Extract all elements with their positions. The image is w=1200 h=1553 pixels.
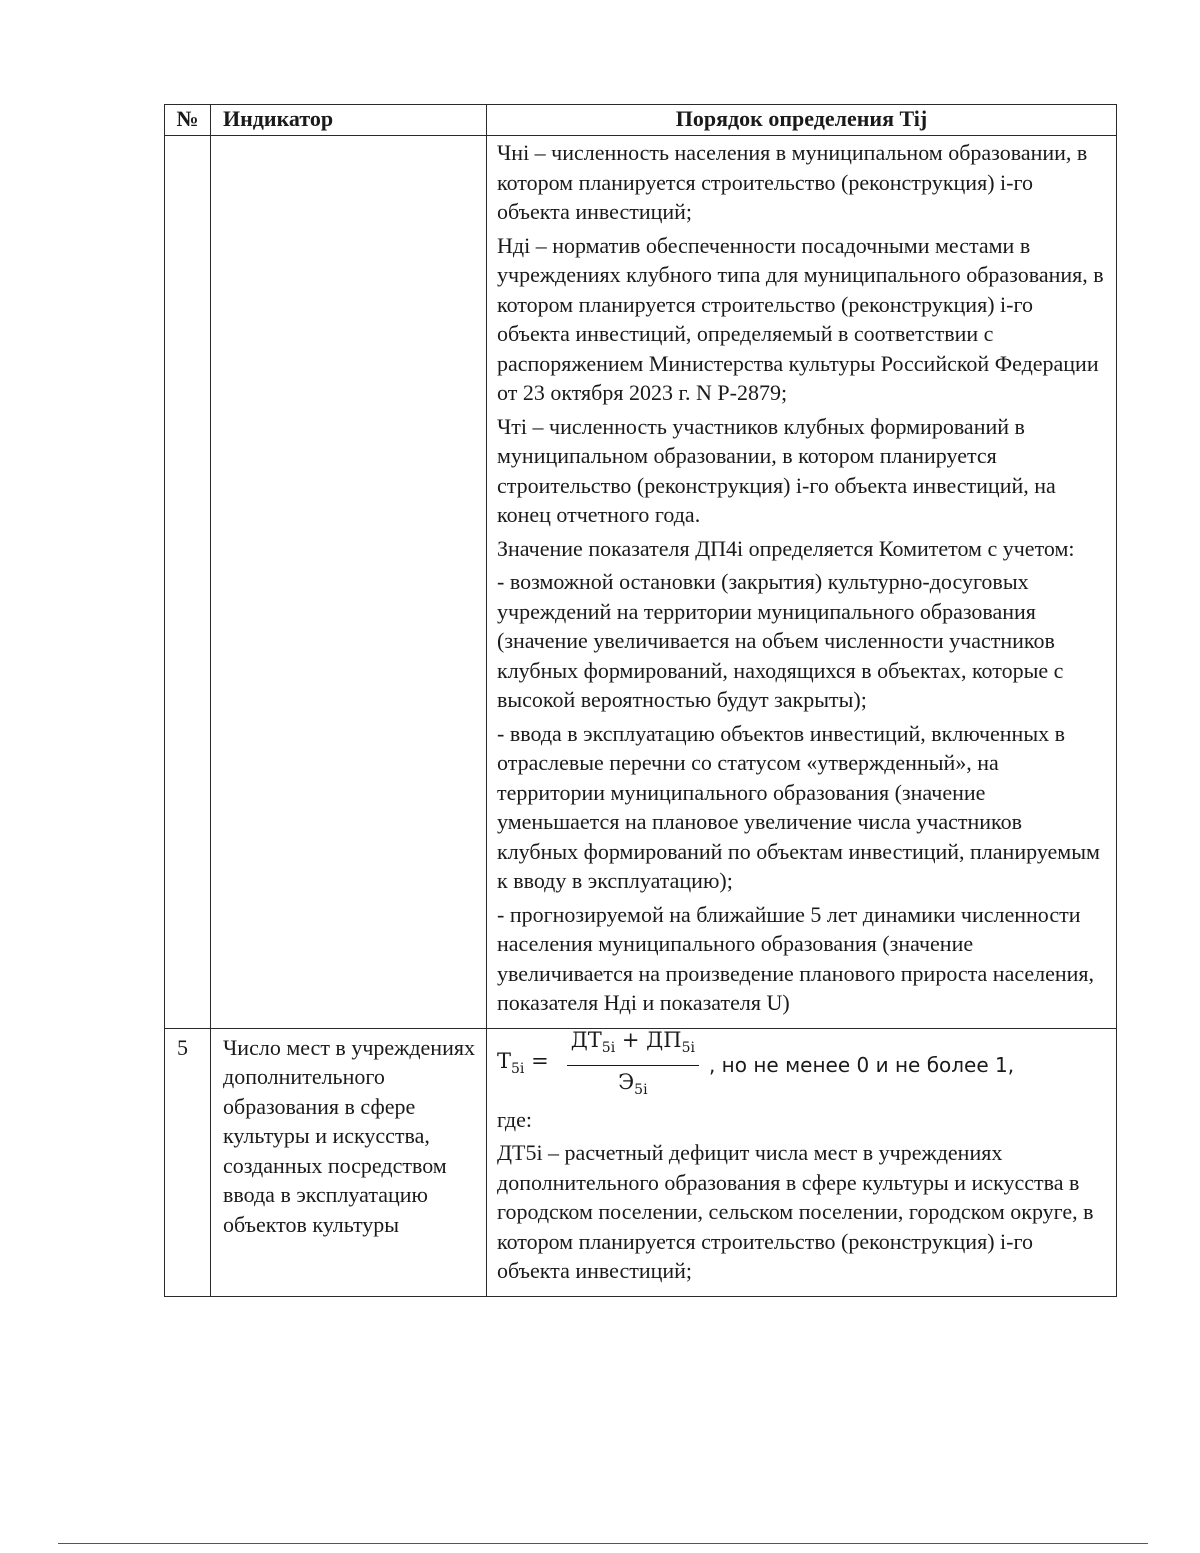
continuation-order-cell — [487, 136, 1117, 1029]
row-number: 5 — [165, 1028, 211, 1296]
definition-paragraph: ДТ5i – расчетный дефицит числа мест в учреждениях дополнительного образования в сфере культуры и искусства в городском поселении, сельском поселении, городском округе, в котором планируется строительство (реконструкция) i-го объекта инвестиций; — [497, 1140, 1094, 1283]
formula-lhs: $T_{5i}$ = — [497, 1048, 549, 1077]
table-row-continuation — [165, 136, 1117, 1029]
definition-paragraph: Чтi – численность участников клубных формирований в муниципальном образовании, в котором планируется строительство (реконструкция) i-го объекта инвестиций, на конец отчетного года. — [497, 413, 1056, 527]
definition-paragraph: Ндi – норматив обеспеченности посадочными местами в учреждениях клубного типа для муниципального образования, в котором планируется строительство (реконструкция) i-го объекта инвестиций, определяемый в соответствии с распоряжением Министерства культуры Российской Федерации от 23 октября 2023 г. N Р-2879; — [497, 232, 1104, 405]
header-indicator: Индикатор — [211, 105, 487, 136]
formula-denominator: $Э_{5i}$ — [618, 1070, 648, 1098]
where-label: где: — [497, 1106, 532, 1132]
indicator-table — [164, 104, 1117, 1297]
definition-paragraph: - ввода в эксплуатацию объектов инвестиций, включенных в отраслевые перечни со статусом «утвержденный», на территории муниципального образования (значение уменьшается на плановое увеличение числа участников клубных формирований по объектам инвестиций, планируемым к вводу в эксплуатацию); — [497, 720, 1100, 893]
definition-paragraph: - возможной остановки (закрытия) культурно-досуговых учреждений на территории муниципального образования (значение увеличивается на объем численности участников клубных формирований, находящихся в объектах, которые с высокой вероятностью будут закрыты); — [497, 569, 1064, 712]
table-row-5 — [165, 1028, 1117, 1296]
formula-fraction — [567, 1026, 699, 1106]
definition-paragraph: Чнi – численность населения в муниципальном образовании, в котором планируется строительство (реконструкция) i-го объекта инвестиций; — [497, 140, 1088, 224]
indicator-name: Число мест в учреждениях дополнительного образования в сфере культуры и искусства, созданных посредством ввода в эксплуатацию объектов культуры — [211, 1028, 487, 1296]
formula-numerator: $ДТ_{5i} + ДП_{5i}$ — [567, 1026, 699, 1067]
definition-paragraph: Значение показателя ДП4i определяется Комитетом с учетом: — [497, 535, 1075, 561]
page-bottom-rule — [58, 1543, 1148, 1544]
continuation-indicator-cell — [211, 136, 487, 1029]
continuation-number-cell — [165, 136, 211, 1029]
formula-condition: , но не менее 0 и не более 1, — [708, 1052, 1015, 1077]
order-cell — [487, 1028, 1117, 1296]
table-header-row — [165, 105, 1117, 136]
header-number: № — [165, 105, 211, 136]
definition-paragraph: - прогнозируемой на ближайшие 5 лет динамики численности населения муниципального образования (значение увеличивается на произведение планового прироста населения, показателя Ндi и показателя U) — [497, 901, 1095, 1015]
header-order: Порядок определения Tij — [487, 105, 1117, 136]
formula — [497, 1027, 1108, 1098]
